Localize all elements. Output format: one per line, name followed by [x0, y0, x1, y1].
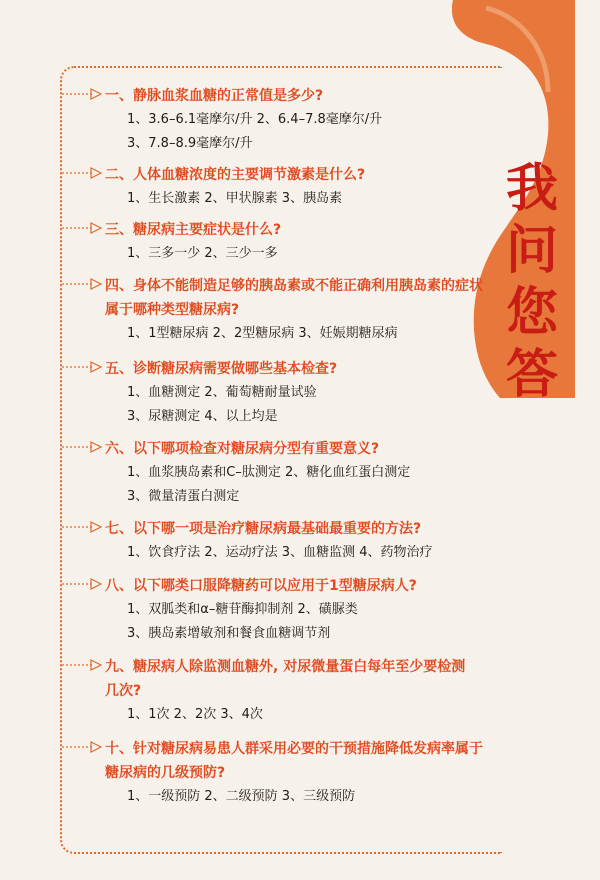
page-title: 我 问 您 答 [505, 158, 558, 405]
arrow-icon [62, 578, 102, 590]
answer-options: 3、尿糖测定 4、以上均是 [127, 409, 278, 424]
answer-options: 3、7.8–8.9毫摩尔/升 [127, 136, 253, 151]
question-text: 四、身体不能制造足够的胰岛素或不能正确利用胰岛素的症状 [105, 278, 483, 294]
answer-options: 1、1次 2、2次 3、4次 [127, 707, 263, 722]
arrow-icon [62, 167, 102, 179]
answer-options: 1、双胍类和α–糖苷酶抑制剂 2、磺脲类 [127, 602, 358, 617]
answer-options: 1、血浆胰岛素和C–肽测定 2、糖化血红蛋白测定 [127, 465, 411, 480]
question-item [62, 357, 512, 429]
question-text: 三、糖尿病主要症状是什么? [105, 222, 282, 238]
question-item [62, 517, 512, 565]
question-item [62, 218, 512, 266]
answer-options: 1、一级预防 2、二级预防 3、三级预防 [127, 789, 356, 804]
question-item [62, 163, 512, 211]
answer-options: 3、胰岛素增敏剂和餐食血糖调节剂 [127, 626, 331, 641]
question-text: 五、诊断糖尿病需要做哪些基本检查? [105, 361, 338, 377]
question-text: 几次? [105, 683, 142, 699]
arrow-icon [62, 278, 102, 290]
arrow-icon [62, 88, 102, 100]
answer-options: 1、三多一少 2、三少一多 [127, 246, 278, 261]
question-text: 八、以下哪类口服降糖药可以应用于1型糖尿病人? [105, 578, 417, 594]
answer-options: 1、1型糖尿病 2、2型糖尿病 3、妊娠期糖尿病 [127, 326, 398, 341]
arrow-icon [62, 222, 102, 234]
question-item [62, 737, 512, 809]
arrow-icon [62, 441, 102, 453]
arrow-icon [62, 521, 102, 533]
arrow-icon [62, 741, 102, 753]
question-text: 二、人体血糖浓度的主要调节激素是什么? [105, 167, 366, 183]
answer-options: 1、饮食疗法 2、运动疗法 3、血糖监测 4、药物治疗 [127, 545, 433, 560]
question-item [62, 437, 512, 509]
question-text: 一、静脉血浆血糖的正常值是多少? [105, 88, 324, 104]
arrow-icon [62, 659, 102, 671]
arrow-icon [62, 361, 102, 373]
question-text: 六、以下哪项检查对糖尿病分型有重要意义? [105, 441, 380, 457]
question-text: 属于哪种类型糖尿病? [105, 302, 240, 318]
question-item [62, 655, 512, 727]
question-text: 糖尿病的几级预防? [105, 765, 226, 781]
answer-options: 1、生长激素 2、甲状腺素 3、胰岛素 [127, 191, 343, 206]
question-item [62, 274, 512, 346]
answer-options: 1、血糖测定 2、葡萄糖耐量试验 [127, 385, 317, 400]
question-item [62, 574, 512, 646]
answer-options: 1、3.6–6.1毫摩尔/升 2、6.4–7.8毫摩尔/升 [127, 112, 383, 127]
answer-options: 3、微量清蛋白测定 [127, 489, 240, 504]
question-text: 九、糖尿病人除监测血糖外, 对尿微量蛋白每年至少要检测 [105, 659, 466, 675]
question-text: 七、以下哪一项是治疗糖尿病最基础最重要的方法? [105, 521, 422, 537]
question-item [62, 84, 512, 156]
question-text: 十、针对糖尿病易患人群采用必要的干预措施降低发病率属于 [105, 741, 483, 757]
